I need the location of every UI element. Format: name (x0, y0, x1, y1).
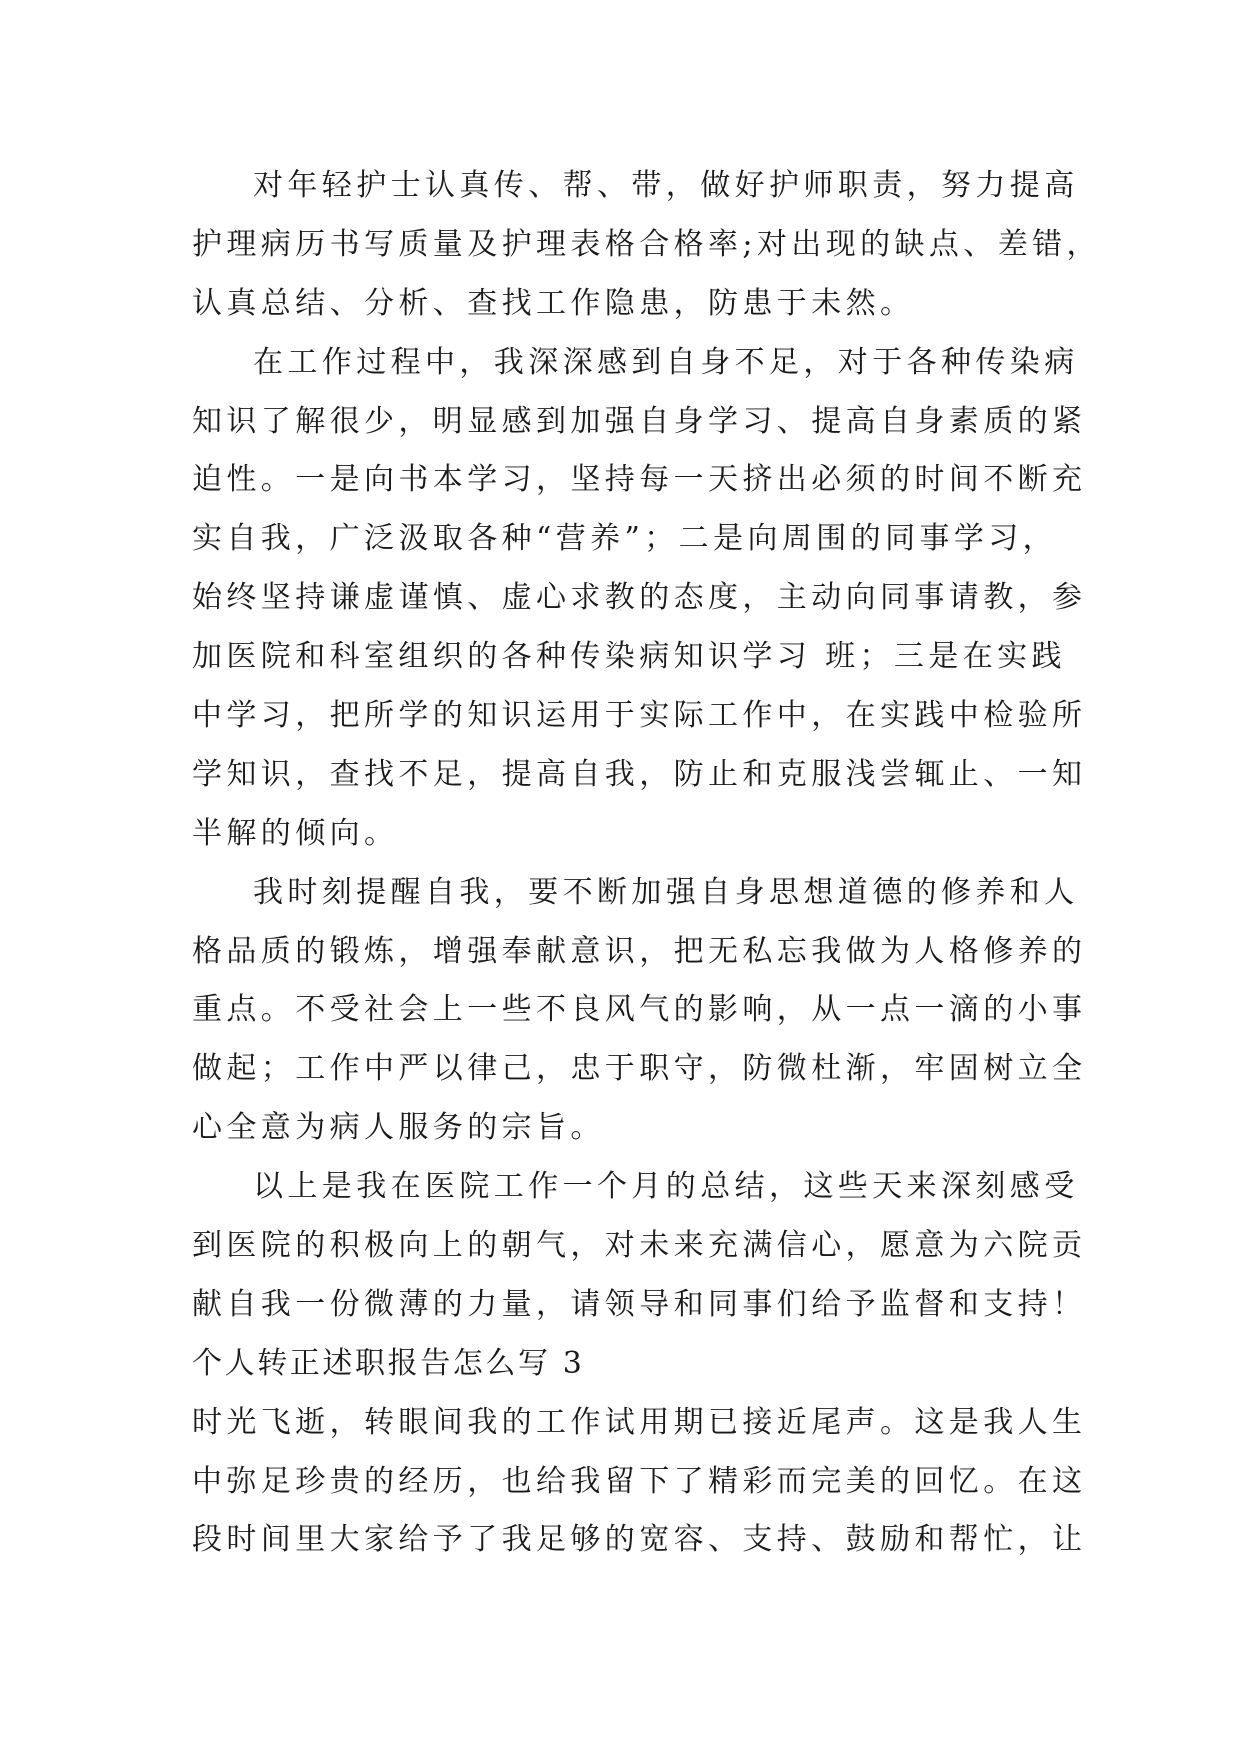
paragraph-line: 段时间里大家给予了我足够的宽容、支持、鼓励和帮忙，让 (192, 1522, 1087, 1558)
paragraph-line: 时光飞逝，转眼间我的工作试用期已接近尾声。这是我人生 (192, 1404, 1087, 1440)
paragraph-line: 心全意为病人服务的宗旨。 (192, 1110, 605, 1146)
paragraph-line: 迫性。一是向书本学习，坚持每一天挤出必须的时间不断充 (192, 462, 1087, 498)
paragraph-line: 始终坚持谦虚谨慎、虚心求教的态度，主动向同事请教，参 (192, 580, 1087, 616)
paragraph-line: 中学习，把所学的知识运用于实际工作中，在实践中检验所 (192, 698, 1087, 734)
paragraph-line: 到医院的积极向上的朝气，对未来充满信心，愿意为六院贡 (192, 1228, 1087, 1264)
paragraph-line: 做起；工作中严以律己，忠于职守，防微杜渐，牢固树立全 (192, 1051, 1087, 1087)
paragraph-line: 献自我一份微薄的力量，请领导和同事们给予监督和支持！ (192, 1286, 1087, 1322)
paragraph-line: 对年轻护士认真传、帮、带，做好护师职责，努力提高 (253, 168, 1079, 203)
paragraph-line: 半解的倾向。 (192, 815, 399, 851)
paragraph-line: 认真总结、分析、查找工作隐患，防患于未然。 (192, 285, 915, 321)
paragraph-line: 护理病历书写质量及护理表格合格率;对出现的缺点、差错， (192, 226, 1101, 262)
document-body (192, 157, 1101, 1570)
paragraph-line: 知识了解很少，明显感到加强自身学习、提高自身素质的紧 (192, 403, 1087, 439)
paragraph-line: 中弥足珍贵的经历，也给我留下了精彩而完美的回忆。在这 (192, 1463, 1087, 1499)
paragraph-line: 格品质的锻炼，增强奉献意识，把无私忘我做为人格修养的 (192, 933, 1087, 969)
paragraph-line: 学知识，查找不足，提高自我，防止和克服浅尝辄止、一知 (192, 756, 1087, 792)
paragraph-line: 以上是我在医院工作一个月的总结，这些天来深刻感受 (253, 1169, 1079, 1205)
paragraph-line: 重点。不受社会上一些不良风气的影响，从一点一滴的小事 (192, 992, 1087, 1028)
section-heading: 个人转正述职报告怎么写 3 (192, 1345, 585, 1381)
paragraph-line: 加医院和科室组织的各种传染病知识学习 班；三是在实践 (192, 639, 1066, 675)
paragraph-line: 在工作过程中，我深深感到自身不足，对于各种传染病 (253, 344, 1079, 380)
paragraph-line: 实自我，广泛汲取各种“营养”；二是向周围的同事学习， (192, 521, 1058, 557)
paragraph-line: 我时刻提醒自我，要不断加强自身思想道德的修养和人 (253, 874, 1079, 910)
